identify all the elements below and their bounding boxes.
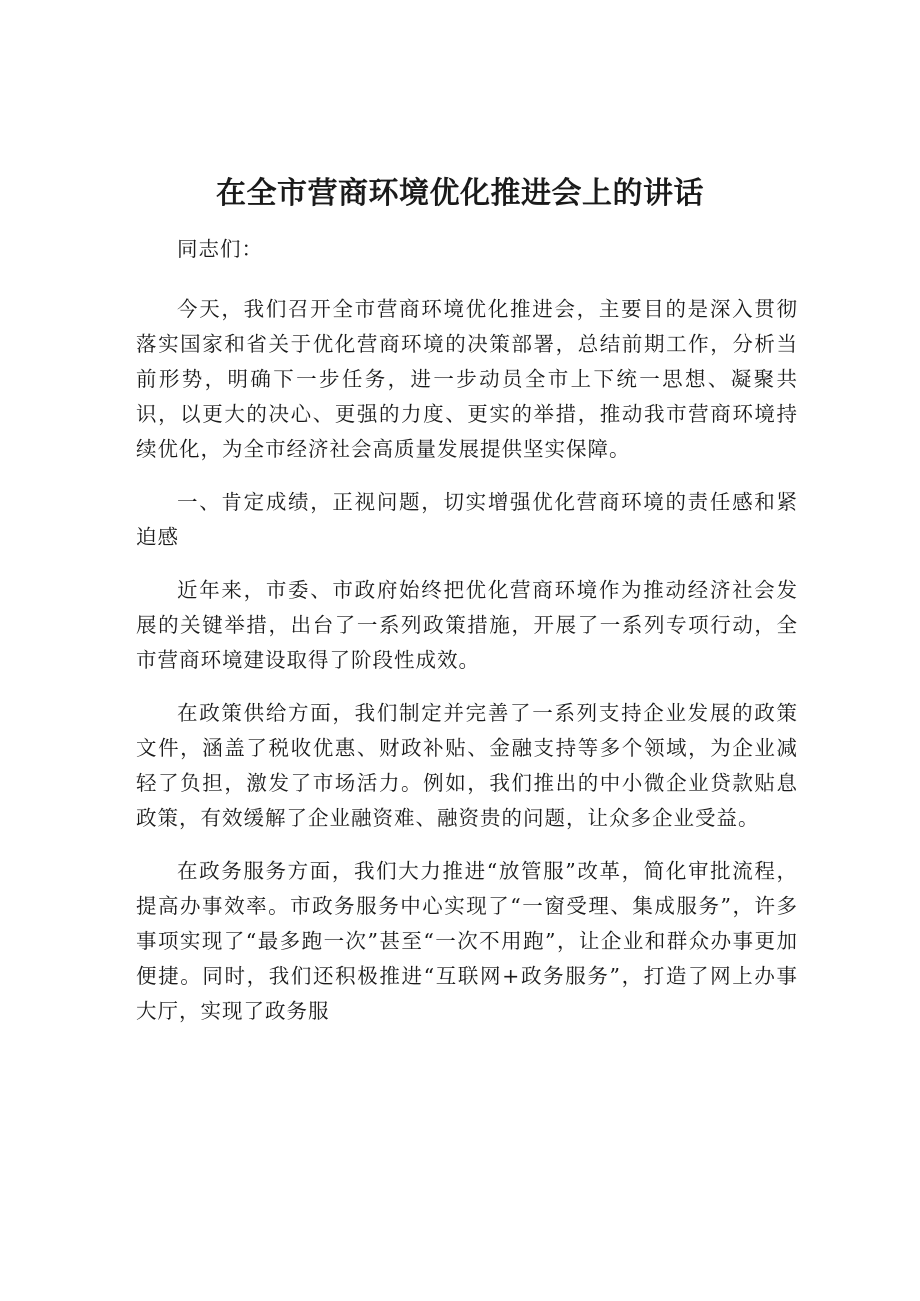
section-heading-1: 一、肯定成绩，正视问题，切实增强优化营商环境的责任感和紧迫感 [136, 490, 798, 549]
paragraph-intro: 今天，我们召开全市营商环境优化推进会，主要目的是深入贯彻落实国家和省关于优化营商环境的决策部署，总结前期工作，分析当前形势，明确下一步任务，进一步动员全市上下统一思想、凝聚共识，以更大的决心、更强的力度、更实的举措，推动我市营商环境持续优化，为全市经济社会高质量发展提供坚实保障。 [136, 297, 798, 461]
paragraph-achievements: 近年来，市委、市政府始终把优化营商环境作为推动经济社会发展的关键举措，出台了一系列政策措施，开展了一系列专项行动，全市营商环境建设取得了阶段性成效。 [136, 578, 798, 672]
document-title: 在全市营商环境优化推进会上的讲话 [216, 176, 704, 211]
paragraph-policy-supply: 在政策供给方面，我们制定并完善了一系列支持企业发展的政策文件，涵盖了税收优惠、财政补贴、金融支持等多个领域，为企业减轻了负担，激发了市场活力。例如，我们推出的中小微企业贷款贴息政策，有效缓解了企业融资难、融资贵的问题，让众多企业受益。 [136, 701, 798, 830]
document-body [136, 232, 798, 1047]
salutation: 同志们： [177, 237, 263, 261]
paragraph-government-services: 在政务服务方面，我们大力推进“放管服”改革，简化审批流程，提高办事效率。市政务服务中心实现了“一窗受理、集成服务”，许多事项实现了“最多跑一次”甚至“一次不用跑”，让企业和群众办事更加便捷。同时，我们还积极推进“互联网+政务服务”，打造了网上办事大厅，实现了政务服 [136, 859, 798, 1023]
